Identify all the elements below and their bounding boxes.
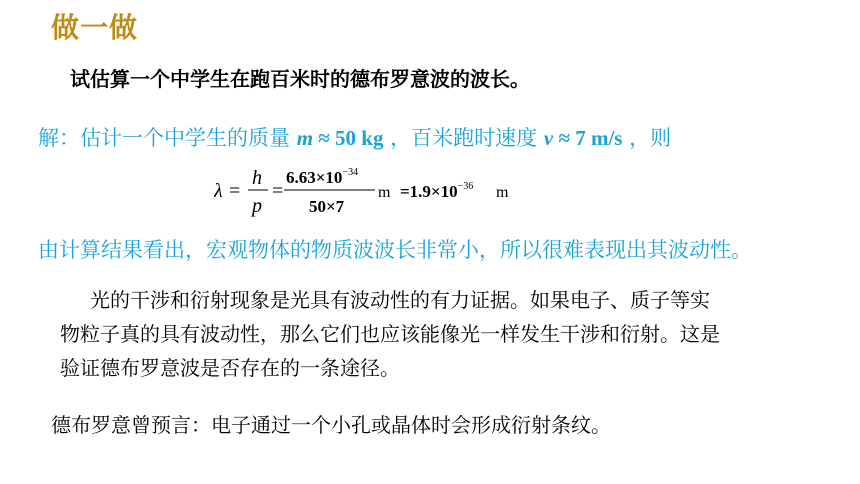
paragraph-line-3: 验证德布罗意波是否存在的一条途径。	[60, 356, 400, 380]
solution-lead: 解：估计一个中学生的质量	[38, 126, 297, 150]
paragraph-line-1: 光的干涉和衍射现象是光具有波动性的有力证据。如果电子、质子等实	[90, 288, 710, 312]
section-heading: 做一做	[51, 11, 139, 44]
lambda-symbol: λ	[214, 180, 223, 202]
equals-sign-1: =	[229, 180, 241, 202]
body-paragraph	[60, 283, 830, 385]
unit-meter-1: m	[378, 184, 391, 201]
mass-variable: m	[296, 126, 314, 150]
speed-value: ≈ 7 m/s	[553, 126, 623, 150]
numerator-value: $6.63\times 10^{-34}$	[286, 167, 359, 187]
prediction-text: 德布罗意曾预言：电子通过一个小孔或晶体时会形成衍射条纹。	[51, 413, 611, 437]
unit-meter-2: m	[496, 184, 509, 201]
equals-sign-2: =	[272, 180, 284, 202]
mass-value: ≈ 50 kg	[313, 126, 384, 150]
paragraph-line-2: 物粒子真的具有波动性，那么它们也应该能像光一样发生干涉和衍射。这是	[60, 322, 720, 346]
h-symbol: h	[252, 167, 262, 189]
solution-tail: ，则	[622, 126, 672, 150]
speed-variable: v	[543, 126, 554, 150]
denominator-value: 50×7	[309, 197, 345, 216]
exercise-question: 试估算一个中学生在跑百米时的德布罗意波的波长。	[70, 67, 530, 91]
conclusion-text: 由计算结果看出，宏观物体的物质波波长非常小，所以很难表现出其波动性。	[38, 238, 752, 262]
result-value: $=1.9\times 10^{-36}$	[400, 181, 474, 201]
wavelength-formula	[214, 160, 534, 220]
solution-line	[38, 122, 671, 152]
p-symbol: p	[252, 195, 262, 217]
solution-mid: ，百米跑时速度	[383, 126, 544, 150]
